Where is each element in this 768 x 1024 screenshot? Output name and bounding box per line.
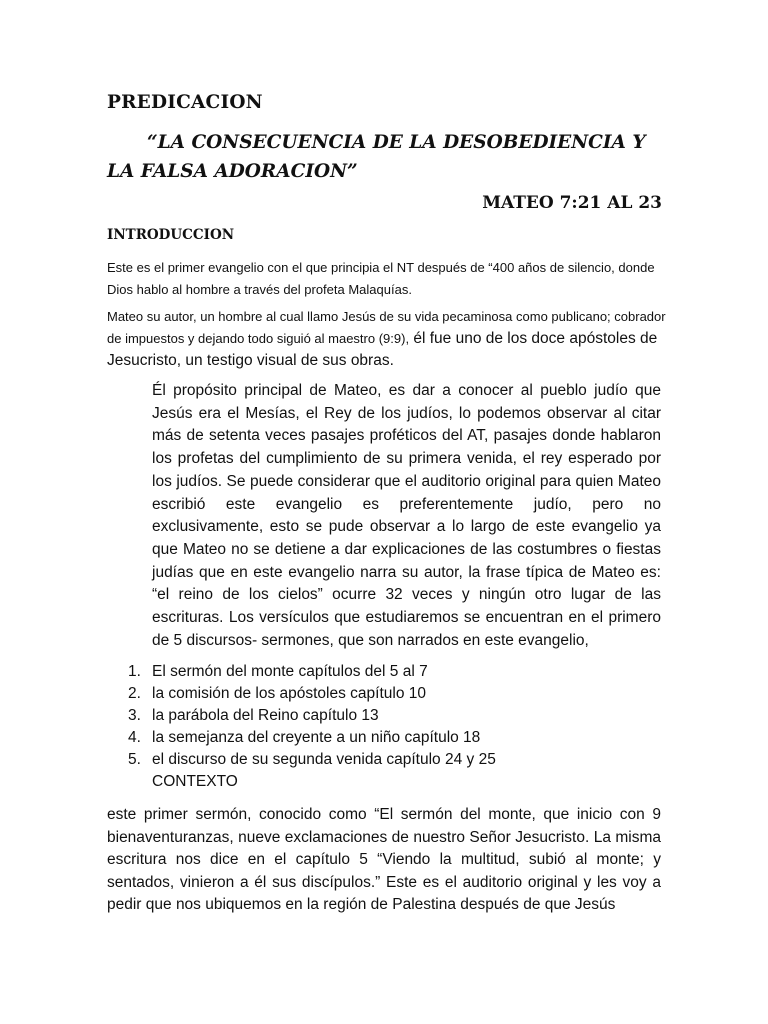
list-item-text: El sermón del monte capítulos del 5 al 7 [152,663,428,680]
paragraph-intro-2-small: Mateo su autor, un hombre al cual llamo Jesús de su vida pecaminosa como publicano; cobrador de impuestos y dejando todo siguió al maestro (9:9), [107,309,666,346]
introduction-heading: INTRODUCCION [107,227,235,243]
list-item-text: el discurso de su segunda venida capítulo 24 y 25 [152,751,496,768]
list-item [128,727,648,749]
discourses-list [128,661,648,771]
list-item-number: 2. [128,685,141,702]
purpose-paragraph: Él propósito principal de Mateo, es dar a conocer al pueblo judío que Jesús era el Mesías, el Rey de los judíos, lo podemos observar al citar más de setenta veces pasajes proféticos del AT, pasajes donde hablaron los profetas del cumplimiento de su primera venida, el rey esperado por los judíos. Se puede considerar que el auditorio original para quien Mateo escribió este evangelio es preferentemente judío, pero no exclusivamente, esto se pude observar a lo largo de este evangelio ya que Mateo no se detiene a dar explicaciones de las costumbres o fiestas judías que en este evangelio narra su autor, la frase típica de Mateo es: “el reino de los cielos” ocurre 32 veces y ningún otro lugar de las escrituras. Los versículos que estudiaremos se encuentran en el primero de 5 discursos- sermones, que son narrados en este evangelio, [152,382,661,649]
list-item-text: la semejanza del creyente a un niño capítulo 18 [152,729,481,746]
sermon-subtitle: “LA CONSECUENCIA DE LA DESOBEDIENCIA Y LA FALSA ADORACION” [107,132,646,182]
list-item [128,661,648,683]
list-item-number: 3. [128,707,141,724]
scripture-reference: MATEO 7:21 AL 23 [482,193,662,213]
list-item [128,749,648,771]
paragraph-intro-2 [107,306,667,372]
paragraph-intro-2-large: él fue uno de los doce apóstoles de Jesucristo, un testigo visual de sus obras. [107,330,658,369]
list-item [128,683,648,705]
paragraph-intro-1: Este es el primer evangelio con el que principia el NT después de “400 años de silencio, donde Dios hablo al hombre a través del profeta Malaquías. [107,260,655,297]
list-item-text: la comisión de los apóstoles capítulo 10 [152,685,426,702]
list-item-number: 5. [128,751,141,768]
list-item-text: la parábola del Reino capítulo 13 [152,707,379,724]
list-item [128,705,648,727]
document-title: PREDICACION [107,92,263,113]
context-label: CONTEXTO [152,773,238,790]
body-paragraph: este primer sermón, conocido como “El sermón del monte, que inicio con 9 bienaventuranzas, nueve exclamaciones de nuestro Señor Jesucristo. La misma escritura nos dice en el capítulo 5 “Viendo la multitud, subió al monte; y sentados, vinieron a él sus discípulos.” Este es el auditorio original y les voy a pedir que nos ubiquemos en la región de Palestina después de que Jesús [107,806,661,914]
list-item-number: 4. [128,729,141,746]
list-item-number: 1. [128,663,141,680]
